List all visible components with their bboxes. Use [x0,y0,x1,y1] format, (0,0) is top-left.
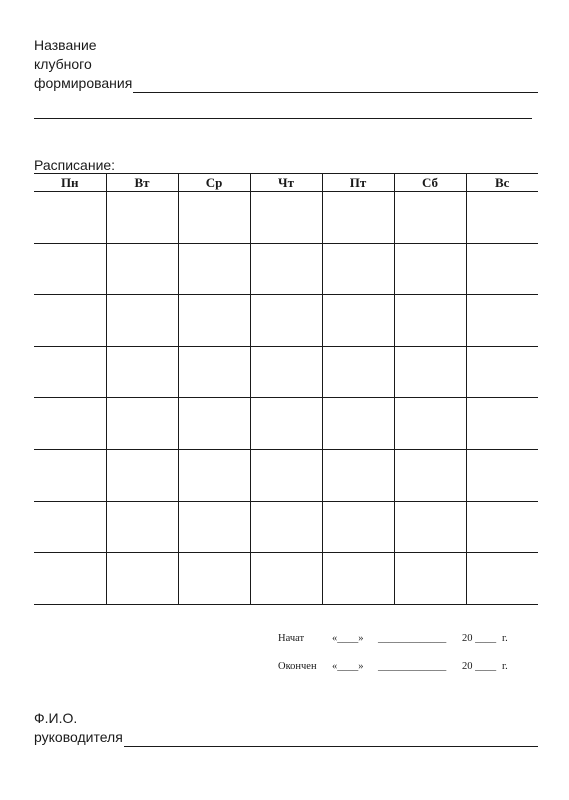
schedule-cell[interactable] [34,243,106,295]
schedule-cell[interactable] [178,501,250,553]
day-header-mon: Пн [34,174,106,192]
schedule-cell[interactable] [178,295,250,347]
day-header-sun: Вс [466,174,538,192]
schedule-row [34,553,538,605]
schedule-cell[interactable] [106,243,178,295]
leader-label-line1: Ф.И.О. [34,710,78,726]
schedule-cell[interactable] [34,553,106,605]
day-header-thu: Чт [250,174,322,192]
schedule-row [34,295,538,347]
schedule-body [34,192,538,605]
end-year-field[interactable]: 20 ____ [462,661,497,672]
schedule-cell[interactable] [34,346,106,398]
schedule-cell[interactable] [322,553,394,605]
schedule-cell[interactable] [250,295,322,347]
schedule-cell[interactable] [394,243,466,295]
schedule-cell[interactable] [34,398,106,450]
end-year-suffix: г. [502,661,508,672]
schedule-cell[interactable] [178,346,250,398]
schedule-cell[interactable] [322,192,394,244]
schedule-cell[interactable] [106,553,178,605]
schedule-cell[interactable] [34,295,106,347]
start-date-row [278,633,508,647]
schedule-cell[interactable] [250,501,322,553]
end-month-field[interactable]: _____________ [378,661,447,672]
start-year-field[interactable]: 20 ____ [462,633,497,644]
schedule-cell[interactable] [466,501,538,553]
schedule-cell[interactable] [322,501,394,553]
schedule-cell[interactable] [394,346,466,398]
schedule-cell[interactable] [178,243,250,295]
schedule-cell[interactable] [322,449,394,501]
schedule-row [34,243,538,295]
start-date-label: Начат [278,633,305,644]
schedule-cell[interactable] [250,553,322,605]
club-name-block [34,36,538,93]
club-name-label-line3: формирования [34,75,133,91]
schedule-cell[interactable] [106,398,178,450]
leader-block [34,709,538,747]
schedule-row [34,346,538,398]
end-day-field[interactable]: «____» [332,661,364,672]
start-month-field[interactable]: _____________ [378,633,447,644]
club-name-label-line1: Название [34,37,97,53]
schedule-header-row [34,174,538,192]
schedule-cell[interactable] [106,501,178,553]
schedule-row [34,449,538,501]
leader-label-row [34,728,538,747]
schedule-row [34,398,538,450]
schedule-cell[interactable] [34,192,106,244]
schedule-cell[interactable] [178,449,250,501]
schedule-cell[interactable] [106,346,178,398]
schedule-cell[interactable] [394,553,466,605]
schedule-cell[interactable] [466,295,538,347]
schedule-row [34,192,538,244]
schedule-cell[interactable] [250,398,322,450]
schedule-cell[interactable] [178,192,250,244]
day-header-fri: Пт [322,174,394,192]
schedule-cell[interactable] [34,449,106,501]
schedule-cell[interactable] [466,449,538,501]
schedule-cell[interactable] [466,346,538,398]
day-header-wed: Ср [178,174,250,192]
schedule-label: Расписание: [34,157,116,173]
schedule-cell[interactable] [466,398,538,450]
schedule-cell[interactable] [466,192,538,244]
schedule-table [34,173,538,605]
leader-label-line2: руководителя [34,729,123,745]
schedule-cell[interactable] [394,398,466,450]
schedule-cell[interactable] [322,346,394,398]
schedule-cell[interactable] [394,501,466,553]
club-name-entry-line-2[interactable] [34,118,532,119]
start-year-suffix: г. [502,633,508,644]
schedule-cell[interactable] [322,243,394,295]
day-header-sat: Сб [394,174,466,192]
schedule-cell[interactable] [178,553,250,605]
schedule-cell[interactable] [250,243,322,295]
end-date-label: Окончен [278,661,317,672]
day-header-tue: Вт [106,174,178,192]
schedule-cell[interactable] [322,398,394,450]
schedule-cell[interactable] [250,192,322,244]
schedule-cell[interactable] [34,501,106,553]
end-date-row [278,661,508,675]
leader-name-entry-line[interactable] [124,732,538,747]
schedule-cell[interactable] [106,192,178,244]
club-name-label-row [34,74,538,93]
schedule-cell[interactable] [322,295,394,347]
schedule-cell[interactable] [178,398,250,450]
schedule-cell[interactable] [250,449,322,501]
schedule-cell[interactable] [394,192,466,244]
schedule-cell[interactable] [394,295,466,347]
schedule-cell[interactable] [250,346,322,398]
schedule-cell[interactable] [106,449,178,501]
club-name-entry-line[interactable] [133,78,538,93]
start-day-field[interactable]: «____» [332,633,364,644]
schedule-cell[interactable] [106,295,178,347]
schedule-cell[interactable] [466,553,538,605]
schedule-cell[interactable] [466,243,538,295]
dates-block [278,633,508,689]
club-name-label-line2: клубного [34,56,92,72]
schedule-row [34,501,538,553]
schedule-cell[interactable] [394,449,466,501]
